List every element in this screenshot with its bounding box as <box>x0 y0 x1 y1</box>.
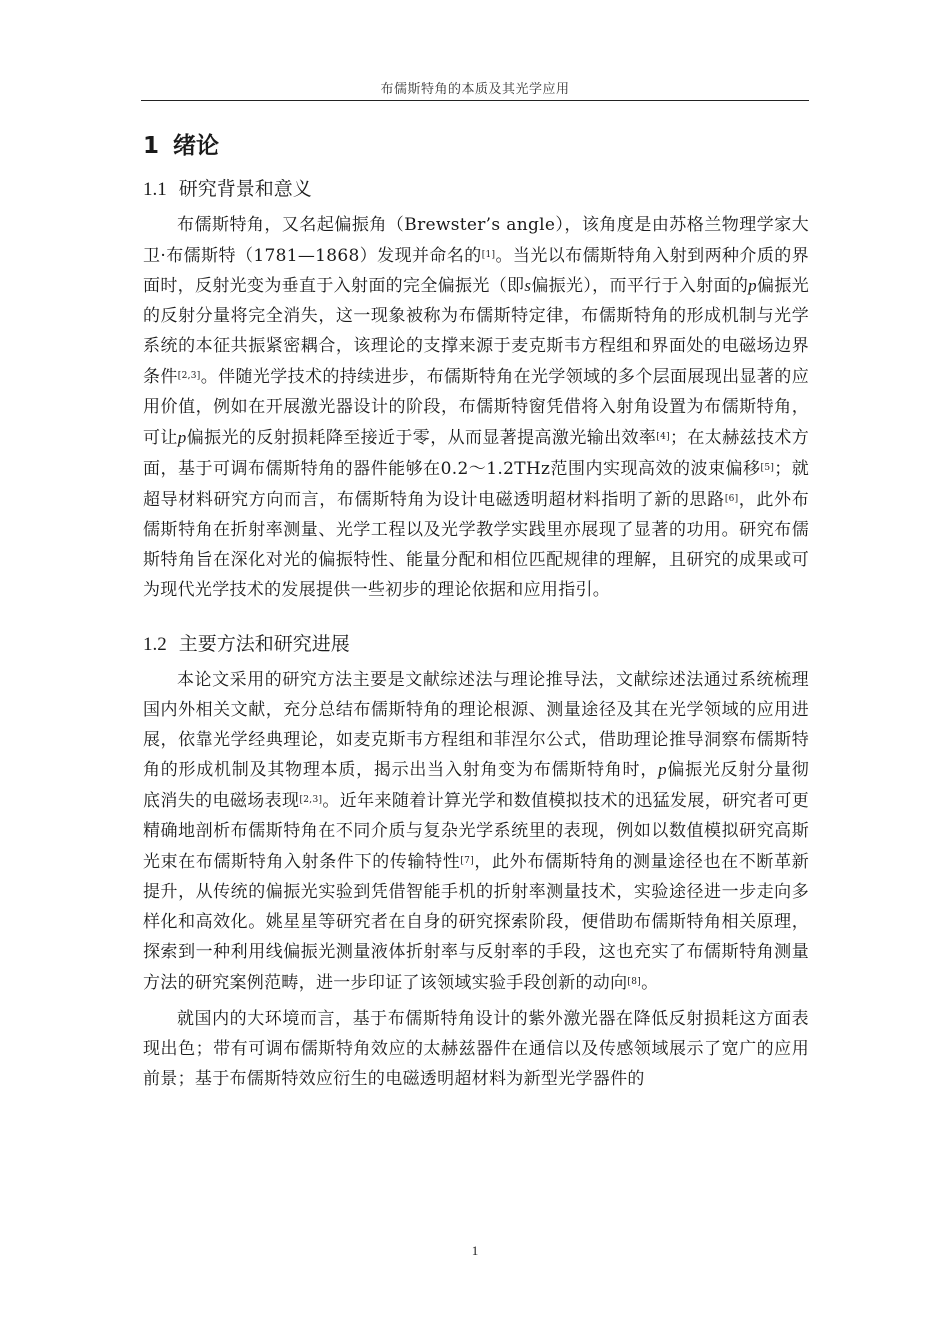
paragraph-methods <box>143 665 809 998</box>
section-title-text: 研究背景和意义 <box>178 178 312 200</box>
text-run: 偏振光的反射分量将完全消失，这一现象被称为布儒斯特定律，布儒斯特角的形成机制与光学系统的本征共振紧密耦合，该理论的支撑来源于麦克斯韦方程组和界面处的电磁场边界条件 <box>143 276 809 387</box>
section-title-text: 主要方法和研究进展 <box>178 633 350 655</box>
symbol-p: p <box>748 276 757 295</box>
symbol-s: s <box>524 276 532 295</box>
text-run: ，此外布儒斯特角的测量途径也在不断革新提升，从传统的偏振光实验到凭借智能手机的折射率测量技术，实验途径进一步走向多样化和高效化。姚星星等研究者在自身的研究探索阶段，便借助布儒斯特角相关原理，探索到一种利用线偏振光测量液体折射率与反射率的手段，这也充实了布儒斯特角测量方法的研究案例范畴，进一步印证了该领域实验手段创新的动向 <box>143 852 809 993</box>
chapter-number: 1 <box>143 133 160 159</box>
text-run: 。 <box>641 973 659 993</box>
section-title <box>143 168 809 210</box>
text-run: ；就超导材料研究方向而言，布儒斯特角为设计电磁透明超材料指明了新的思路 <box>143 459 809 510</box>
citation: [1] <box>481 250 496 260</box>
page-content <box>143 124 809 1094</box>
header-rule <box>141 100 809 101</box>
chapter-title <box>143 124 809 168</box>
section-gap <box>143 605 809 623</box>
citation: [7] <box>460 856 475 866</box>
text-run: 。当光以布儒斯特角入射到两种介质的界面时，反射光变为垂直于入射面的完全偏振光（即 <box>143 246 809 296</box>
citation: [6] <box>724 494 739 504</box>
text-run: 偏振光的反射损耗降至接近于零，从而显著提高激光输出效率 <box>186 428 657 448</box>
citation: [8] <box>627 977 642 987</box>
section-title <box>143 623 809 665</box>
citation: [2,3] <box>299 795 323 805</box>
citation: [2,3] <box>177 371 201 381</box>
text-run: 布儒斯特角，又名起偏振角（Brewster’s angle），该角度是由苏格兰物理学家大卫·布儒斯特（1781—1868）发现并命名的 <box>143 215 809 266</box>
text-run: 。近年来随着计算光学和数值模拟技术的迅猛发展，研究者可更精确地剖析布儒斯特角在不同介质与复杂光学系统里的表现，例如以数值模拟研究高斯光束在布儒斯特角入射条件下的传输特性 <box>143 791 810 872</box>
section-number: 1.2 <box>143 634 167 655</box>
symbol-p: p <box>658 760 667 779</box>
paragraph-domestic: 就国内的大环境而言，基于布儒斯特角设计的紫外激光器在降低反射损耗这方面表现出色；带有可调布儒斯特角效应的太赫兹器件在通信以及传感领域展示了宽广的应用前景；基于布儒斯特效应衍生的电磁透明超材料为新型光学器件的 <box>143 1009 809 1089</box>
chapter-title-text: 绪论 <box>173 133 220 159</box>
citation: [5] <box>760 463 775 473</box>
text-run: ；在太赫兹技术方面，基于可调布儒斯特角的器件能够在0.2～1.2THz范围内实现高效的波束偏移 <box>143 428 809 479</box>
text-run: 偏振光），而平行于入射面的 <box>531 276 749 296</box>
symbol-p: p <box>177 428 187 447</box>
page-number: 1 <box>471 1243 479 1258</box>
running-header: 布儒斯特角的本质及其光学应用 <box>380 82 570 97</box>
text-run: 本论文采用的研究方法主要是文献综述法与理论推导法，文献综述法通过系统梳理国内外相关文献，充分总结布儒斯特角的理论根源、测量途径及其在光学领域的应用进展，依靠光学经典理论，如麦克斯韦方程组和菲涅尔公式，借助理论推导洞察布儒斯特角的形成机制及其物理本质，揭示出当入射角变为布儒斯特角时， <box>143 670 809 780</box>
text-run: 偏振光反射分量彻底消失的电磁场表现 <box>143 760 809 811</box>
text-run: ，此外布儒斯特角在折射率测量、光学工程以及光学教学实践里亦展现了显著的功用。研究布儒斯特角旨在深化对光的偏振特性、能量分配和相位匹配规律的理解，且研究的成果或可为现代光学技术的发展提供一些初步的理论依据和应用指引。 <box>143 490 809 600</box>
paragraph-background <box>143 210 809 605</box>
citation: [4] <box>656 432 670 442</box>
section-number: 1.1 <box>143 179 167 200</box>
text-run: 。伴随光学技术的持续进步，布儒斯特角在光学领域的多个层面展现出显著的应用价值，例如在开展激光器设计的阶段，布儒斯特窗凭借将入射角设置为布儒斯特角，可让 <box>143 367 809 448</box>
